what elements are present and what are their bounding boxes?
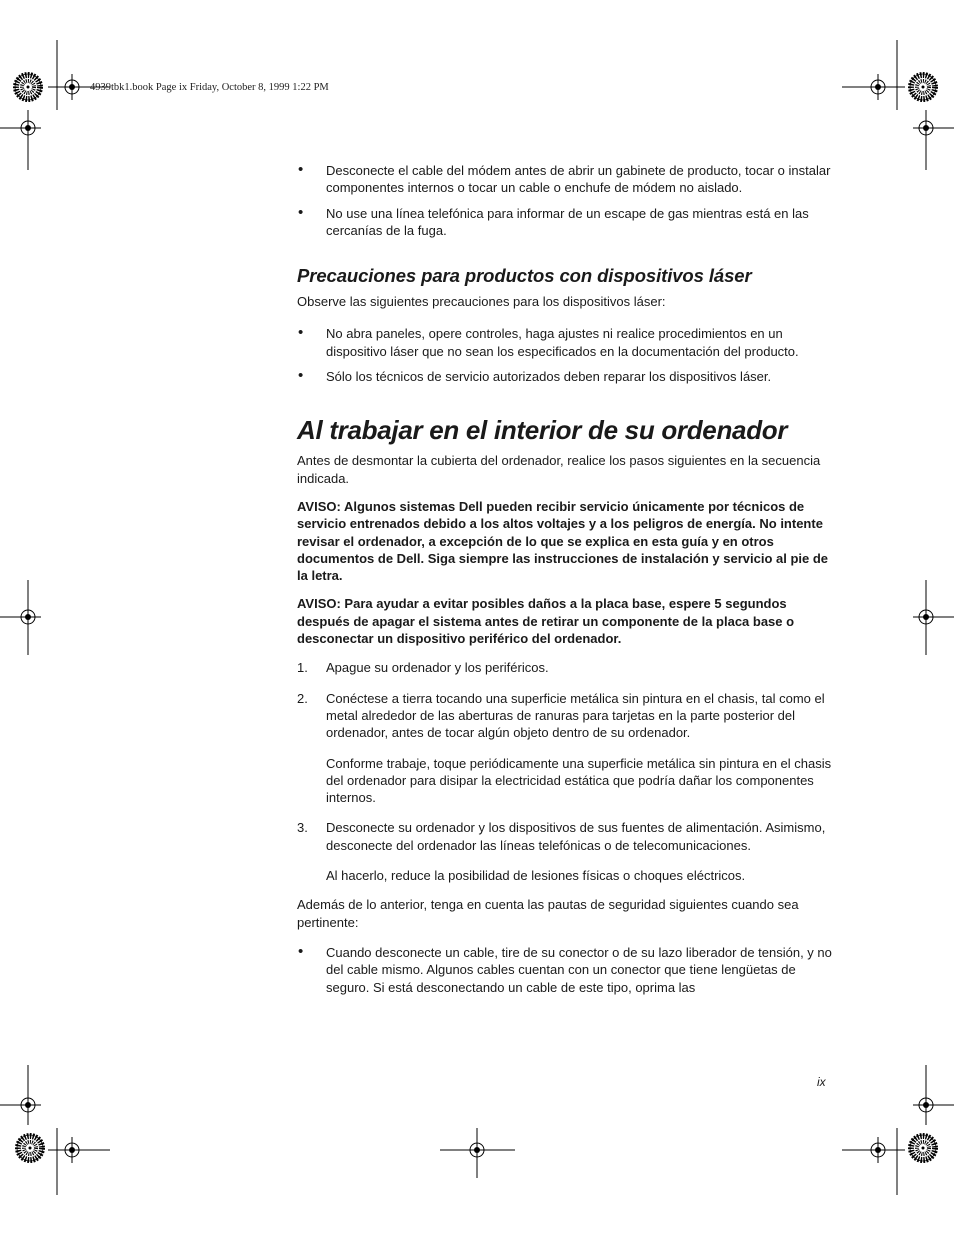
- section-intro: Antes de desmontar la cubierta del ordenador, realice los pasos siguientes en la secuencia indicada.: [297, 453, 821, 486]
- bullet-icon: •: [298, 324, 304, 342]
- section-title: Al trabajar en el interior de su ordenador: [297, 415, 788, 446]
- page-number: ix: [817, 1075, 826, 1089]
- list-item: [297, 162, 833, 197]
- bullet-text: Cuando desconecte un cable, tire de su conector o de su lazo liberador de tensión, y no del cable mismo. Algunos cables cuentan con un conector que tiene lengüetas de seguro. Si está desconectando un cable de este tipo, oprima las: [326, 944, 832, 995]
- bullet-text: Desconecte el cable del módem antes de abrir un gabinete de producto, tocar o instalar componentes internos o tocar un cable o enchufe de módem no aislado.: [326, 163, 831, 196]
- bullet-icon: •: [298, 942, 304, 960]
- step-item: [297, 690, 833, 807]
- step-number: 2.: [297, 690, 308, 706]
- bullet-icon: •: [298, 203, 304, 221]
- after-text: Además de lo anterior, tenga en cuenta las pautas de seguridad siguientes cuando sea pertinente:: [297, 897, 799, 930]
- step-item: [297, 819, 833, 884]
- step-number: 3.: [297, 820, 308, 836]
- laser-heading: Precauciones para productos con dispositivos láser: [297, 265, 752, 287]
- bullet-text: Sólo los técnicos de servicio autorizados deben reparar los dispositivos láser.: [326, 369, 772, 385]
- bullet-text: No abra paneles, opere controles, haga ajustes ni realice procedimientos en un dispositivo láser que no sean los especificados en la documentación del producto.: [326, 326, 799, 359]
- bullet-icon: •: [298, 367, 304, 385]
- step-note: Al hacerlo, reduce la posibilidad de lesiones físicas o choques eléctricos.: [326, 868, 746, 884]
- bullet-text: No use una línea telefónica para informar de un escape de gas mientras está en las cercanías de la fuga.: [326, 205, 809, 238]
- list-item: [297, 325, 833, 360]
- step-item: [297, 659, 833, 676]
- step-text: Apague su ordenador y los periféricos.: [326, 660, 549, 676]
- notice-voltage: AVISO: Algunos sistemas Dell pueden recibir servicio únicamente por técnicos de servicio entrenados debido a los altos voltajes y a los peligros de energía. No intente revisar el ordenador, a excepción de lo que se explica en esta guía y en otros documentos de Dell. Siga siempre las instrucciones de instalación y servicio al pie de la letra.: [297, 498, 829, 584]
- step-number: 1.: [297, 660, 308, 676]
- list-item: [297, 205, 833, 240]
- list-item: [297, 368, 833, 385]
- page-content: [297, 162, 833, 1004]
- step-text: Conéctese a tierra tocando una superficie metálica sin pintura en el chasis, tal como el metal alrededor de las aberturas de ranuras para tarjetas en la parte posterior del ordenador, antes de tocar algún objeto dentro de su ordenador.: [326, 690, 825, 741]
- print-slug: 4939tbk1.book Page ix Friday, October 8, 1999 1:22 PM: [90, 82, 329, 93]
- bullet-icon: •: [298, 161, 304, 178]
- notice-motherboard: AVISO: Para ayudar a evitar posibles daños a la placa base, espere 5 segundos después de apagar el sistema antes de retirar un componente de la placa base o desconectar un dispositivo periférico del ordenador.: [297, 596, 795, 647]
- list-item: [297, 944, 833, 996]
- step-text: Desconecte su ordenador y los dispositivos de sus fuentes de alimentación. Asimismo, desconecte del ordenador las líneas telefónicas o de telecomunicaciones.: [326, 820, 826, 853]
- step-note: Conforme trabaje, toque periódicamente una superficie metálica sin pintura en el chasis del ordenador para disipar la electricidad estática que podría dañar los componentes internos.: [326, 755, 832, 806]
- laser-intro: Observe las siguientes precauciones para los dispositivos láser:: [297, 294, 666, 310]
